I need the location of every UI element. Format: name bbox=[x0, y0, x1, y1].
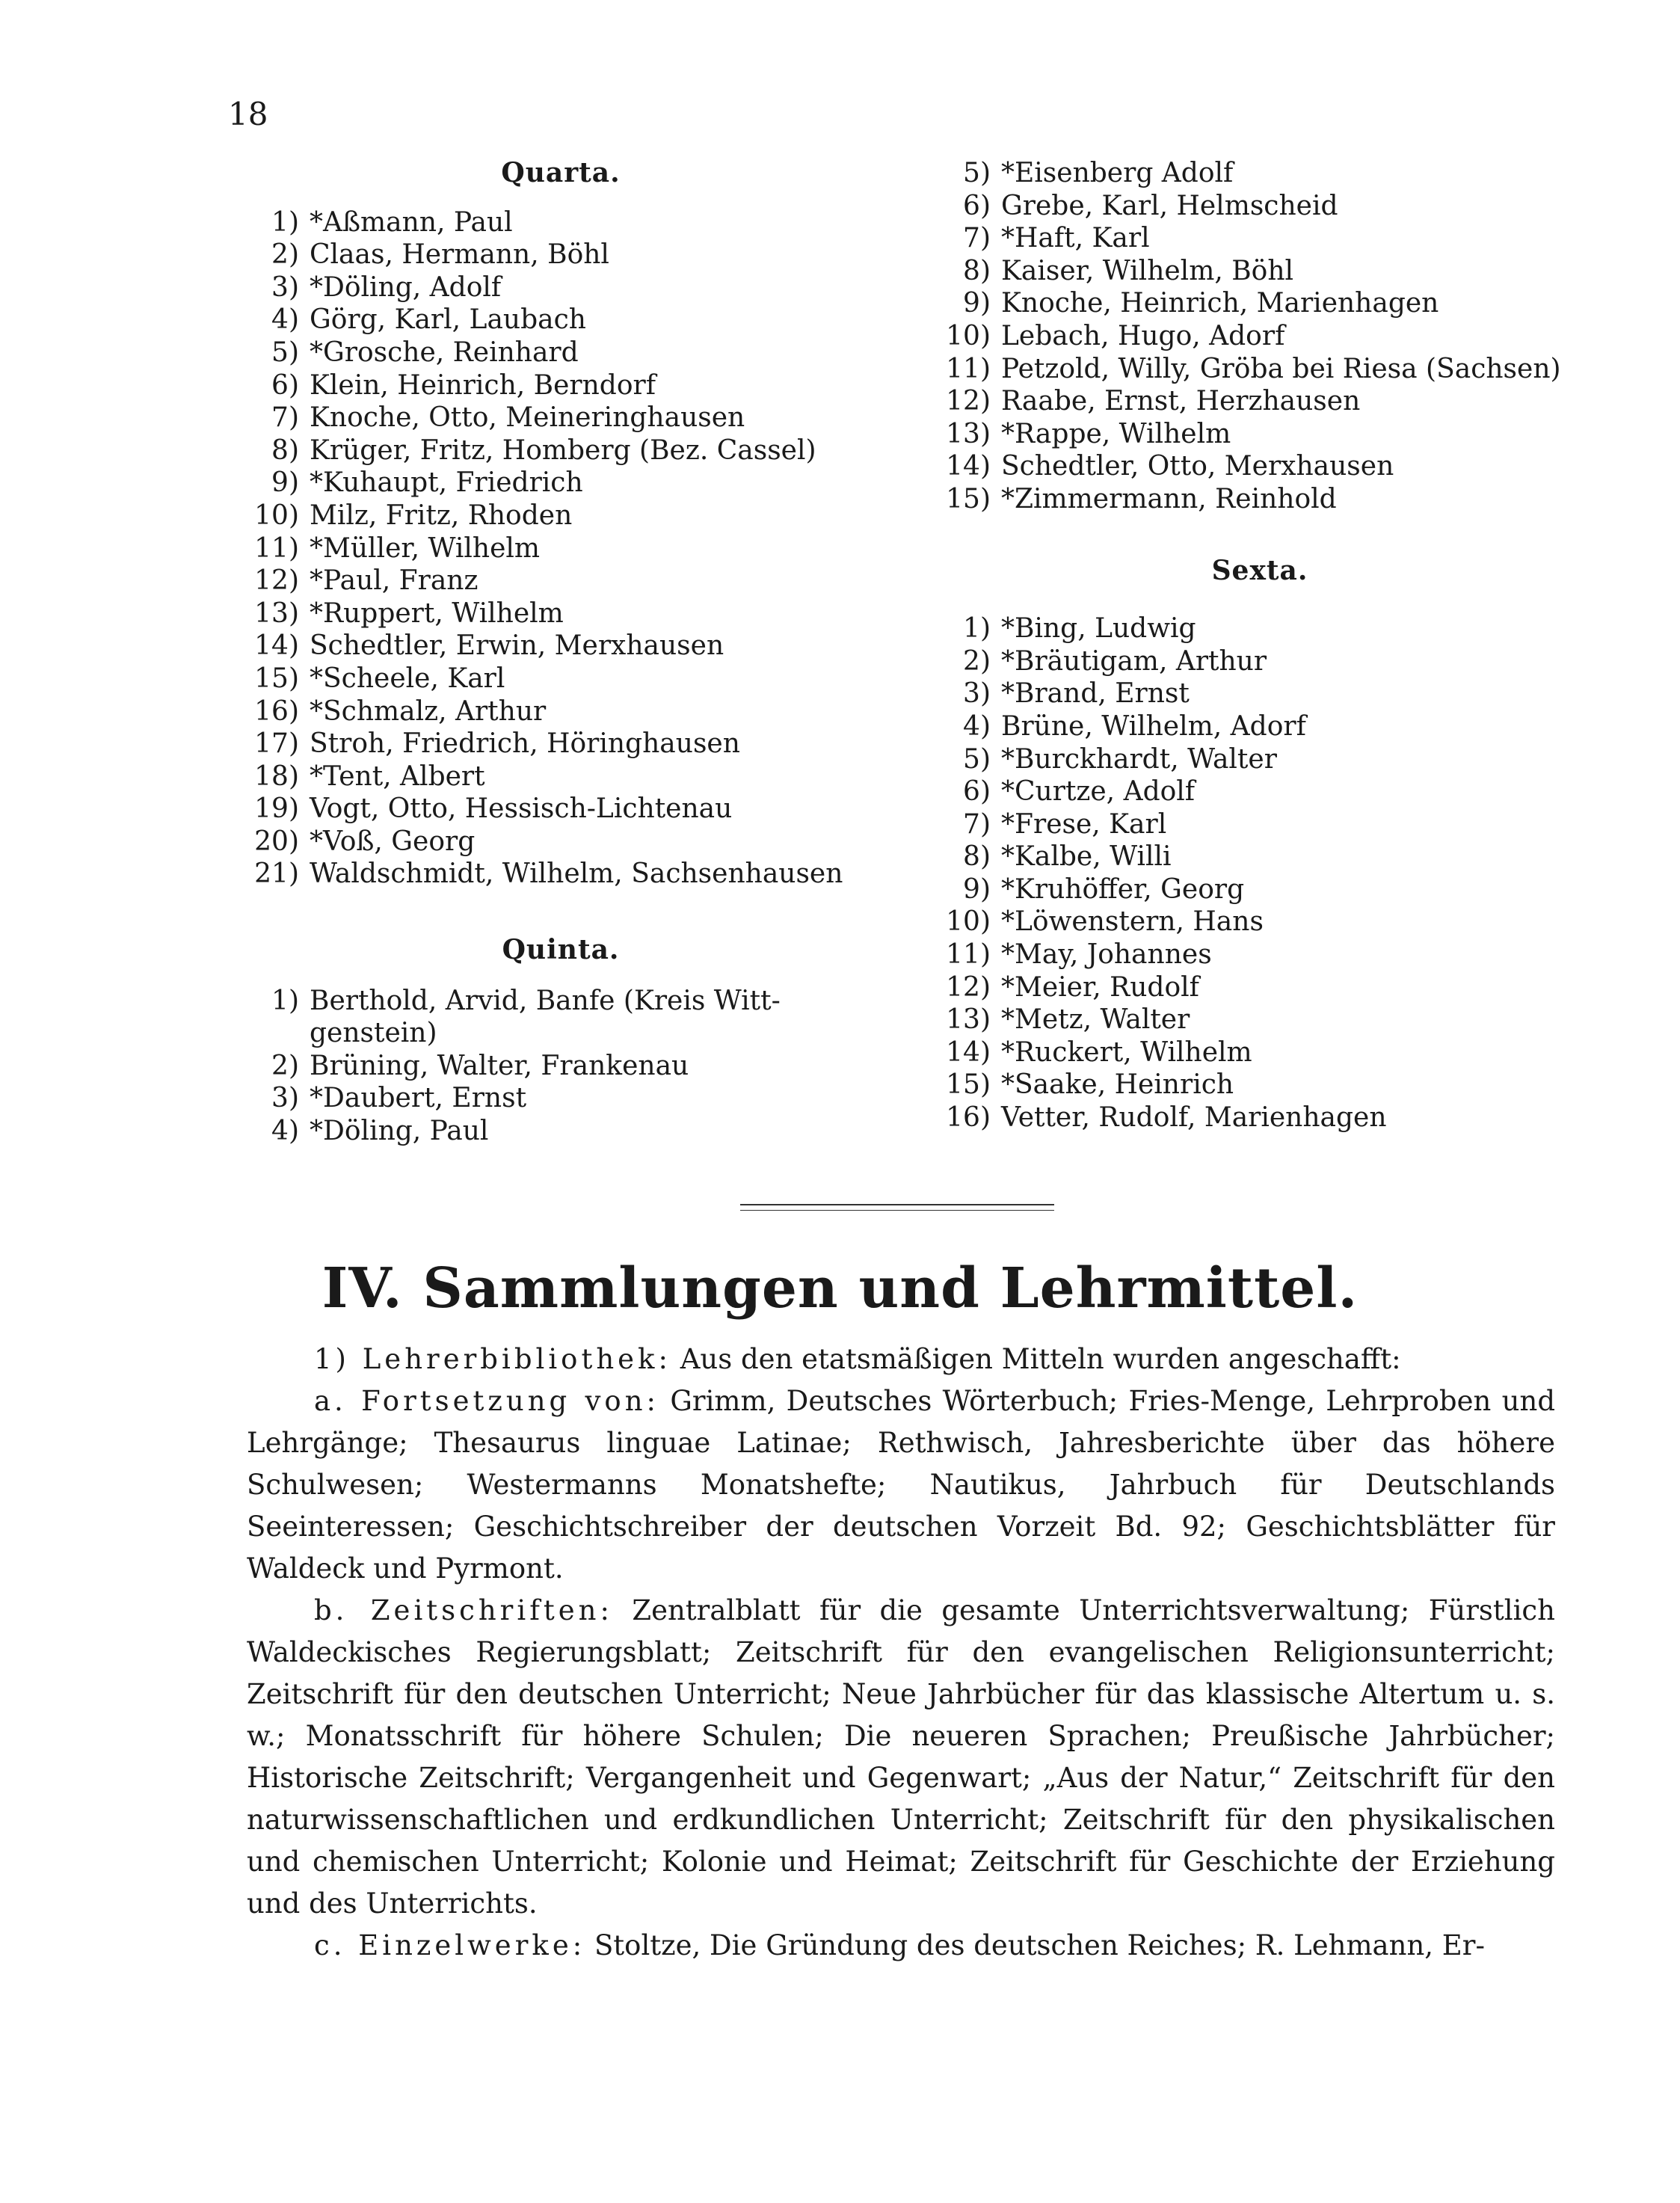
item-number: 12) bbox=[254, 565, 299, 597]
item-text: *Kruhöffer, Georg bbox=[1001, 873, 1245, 905]
item-number: 11) bbox=[946, 353, 991, 384]
item-number: 10) bbox=[254, 500, 299, 531]
list-item bbox=[232, 858, 890, 891]
item-number: 18) bbox=[254, 761, 299, 792]
list-item bbox=[232, 630, 890, 663]
list-item bbox=[923, 1102, 1596, 1134]
list-item: 1) Berthold, Arvid, Banfe (Kreis Witt- genstein) bbox=[271, 985, 781, 1049]
list-item bbox=[232, 467, 890, 500]
item-number: 3) bbox=[271, 271, 299, 303]
item-text: Knoche, Otto, Meineringhausen bbox=[310, 402, 745, 434]
item-text: Raabe, Ernst, Herzhausen bbox=[1001, 386, 1361, 417]
item-text: Grebe, Karl, Helmscheid bbox=[1001, 190, 1338, 221]
item-text: *Metz, Walter bbox=[1001, 1004, 1190, 1036]
page-number: 18 bbox=[228, 96, 268, 132]
item-text: Waldschmidt, Wilhelm, Sachsenhausen bbox=[310, 858, 843, 890]
list-item bbox=[232, 402, 890, 434]
list-item bbox=[923, 841, 1596, 873]
item-number: 5) bbox=[963, 158, 991, 188]
list-item bbox=[923, 385, 1596, 418]
item-text: *Brand, Ernst bbox=[1001, 678, 1190, 710]
item-text: *Frese, Karl bbox=[1001, 808, 1167, 840]
item-number: 4) bbox=[271, 1116, 299, 1147]
sexta-heading: Sexta. bbox=[1211, 554, 1308, 586]
paragraph-1: 1) Lehrerbibliothek: Aus den etatsmäßigen Mitteln wurden angeschafft: bbox=[314, 1343, 1401, 1375]
item-text: Schedtler, Erwin, Merxhausen bbox=[310, 630, 724, 662]
item-number: 21) bbox=[254, 858, 299, 890]
item-number: 10) bbox=[946, 320, 991, 351]
item-text: *Haft, Karl bbox=[1001, 223, 1150, 254]
item-number: 13) bbox=[946, 418, 991, 449]
right-column bbox=[923, 157, 1596, 1134]
item-text: *Ruckert, Wilhelm bbox=[1001, 1036, 1252, 1068]
item-text: Vogt, Otto, Hessisch-Lichtenau bbox=[310, 793, 733, 825]
item-text: Schedtler, Otto, Merxhausen bbox=[1001, 451, 1394, 482]
list-item bbox=[232, 1115, 890, 1148]
item-text: *Paul, Franz bbox=[310, 565, 479, 597]
list-item bbox=[923, 255, 1596, 288]
item-number: 12) bbox=[946, 971, 991, 1003]
quarta-list bbox=[232, 206, 890, 891]
paragraph-b: b. Zeitschriften: Zentralblatt für die gesamte Unterrichtsverwaltung; Fürstlich Waldeckisches Regierungsblatt; Zeitschrift für den evangelischen Religionsunterricht; Zeitschrift für den deutschen Unterricht; Neue Jahrbücher für das klassische Altertum u. s. w.; Monatsschrift für höhere Schulen; Die neueren Sprachen; Preußische Jahrbücher; Historische Zeitschrift; Vergangenheit und Gegenwart; „Aus der Natur,“ Zeitschrift für den naturwissenschaftlichen und erdkundlichen Unterricht; Zeitschrift für den physikalischen und chemischen Unterricht; Kolonie und Heimat; Zeitschrift für Geschichte der Erziehung und des Unterrichts. bbox=[247, 1594, 1555, 1920]
item-number: 2) bbox=[271, 1050, 299, 1081]
item-text: Milz, Fritz, Rhoden bbox=[310, 500, 573, 531]
item-text: *Löwenstern, Hans bbox=[1001, 906, 1264, 938]
item-text: *Grosche, Reinhard bbox=[310, 337, 579, 368]
list-item bbox=[923, 1069, 1596, 1102]
item-number: 4) bbox=[271, 304, 299, 336]
list-item bbox=[923, 645, 1596, 678]
quinta-continued-list bbox=[923, 157, 1596, 516]
list-item bbox=[923, 320, 1596, 353]
list-item bbox=[923, 906, 1596, 938]
item-text: *Döling, Paul bbox=[310, 1116, 489, 1147]
item-number: 14) bbox=[946, 1036, 991, 1068]
item-number: 17) bbox=[254, 728, 299, 760]
list-item bbox=[232, 761, 890, 793]
item-number: 14) bbox=[946, 451, 991, 482]
item-number: 8) bbox=[963, 841, 991, 873]
list-item bbox=[923, 222, 1596, 255]
sexta-list bbox=[923, 612, 1596, 1134]
list-item bbox=[232, 728, 890, 761]
item-text: *Daubert, Ernst bbox=[310, 1083, 527, 1114]
item-text: Brüning, Walter, Frankenau bbox=[310, 1050, 689, 1081]
item-number: 12) bbox=[946, 386, 991, 417]
item-text: *Müller, Wilhelm bbox=[310, 532, 541, 564]
list-item bbox=[923, 743, 1596, 776]
item-text: Krüger, Fritz, Homberg (Bez. Cassel) bbox=[310, 434, 816, 466]
item-text: *Kalbe, Willi bbox=[1001, 841, 1172, 873]
list-item bbox=[232, 304, 890, 337]
list-item bbox=[923, 612, 1596, 645]
item-number: 19) bbox=[254, 793, 299, 825]
quarta-heading: Quarta. bbox=[501, 157, 621, 188]
item-text: Vetter, Rudolf, Marienhagen bbox=[1001, 1102, 1387, 1134]
item-number: 1) bbox=[271, 206, 299, 238]
list-item bbox=[923, 938, 1596, 971]
item-number: 16) bbox=[946, 1102, 991, 1134]
item-text: *Burckhardt, Walter bbox=[1001, 743, 1277, 775]
item-text: *Voß, Georg bbox=[310, 826, 476, 857]
list-item bbox=[923, 1004, 1596, 1036]
item-text: *Rappe, Wilhelm bbox=[1001, 418, 1231, 449]
list-item bbox=[923, 483, 1596, 516]
list-item bbox=[923, 775, 1596, 808]
item-number: 15) bbox=[254, 663, 299, 694]
item-text: *Tent, Albert bbox=[310, 761, 485, 792]
list-item bbox=[232, 500, 890, 532]
list-item bbox=[923, 190, 1596, 223]
item-number: 15) bbox=[946, 483, 991, 514]
list-item bbox=[232, 532, 890, 565]
item-text: Lebach, Hugo, Adorf bbox=[1001, 320, 1285, 351]
list-item bbox=[923, 418, 1596, 451]
item-number: 11) bbox=[254, 532, 299, 564]
item-number: 7) bbox=[271, 402, 299, 434]
item-text: *Döling, Adolf bbox=[310, 271, 502, 303]
item-text: Brüne, Wilhelm, Adorf bbox=[1001, 710, 1306, 742]
item-number: 9) bbox=[963, 288, 991, 319]
list-item bbox=[232, 337, 890, 369]
item-number: 4) bbox=[963, 710, 991, 742]
item-number: 16) bbox=[254, 695, 299, 727]
item-text: Claas, Hermann, Böhl bbox=[310, 239, 609, 271]
item-text: Stroh, Friedrich, Höringhausen bbox=[310, 728, 740, 760]
item-number: 9) bbox=[963, 873, 991, 905]
item-number: 15) bbox=[946, 1069, 991, 1101]
item-text: *Kuhaupt, Friedrich bbox=[310, 467, 583, 499]
item-number: 10) bbox=[946, 906, 991, 938]
item-number: 20) bbox=[254, 826, 299, 857]
list-item bbox=[232, 695, 890, 728]
item-text: *Bräutigam, Arthur bbox=[1001, 645, 1267, 677]
item-number: 2) bbox=[271, 239, 299, 271]
item-number: 5) bbox=[271, 337, 299, 368]
item-text: *Ruppert, Wilhelm bbox=[310, 597, 564, 629]
left-column bbox=[232, 157, 890, 1148]
item-number: 11) bbox=[946, 939, 991, 971]
item-number: 5) bbox=[963, 743, 991, 775]
item-text: *Zimmermann, Reinhold bbox=[1001, 483, 1337, 514]
item-number: 8) bbox=[963, 255, 991, 286]
paragraph-c: c. Einzelwerke: Stoltze, Die Gründung des deutschen Reiches; R. Lehmann, Er- bbox=[314, 1929, 1485, 1961]
list-item bbox=[923, 1036, 1596, 1069]
item-text: *Aßmann, Paul bbox=[310, 206, 513, 238]
item-number: 6) bbox=[963, 776, 991, 808]
list-item bbox=[923, 450, 1596, 483]
item-text: Kaiser, Wilhelm, Böhl bbox=[1001, 255, 1294, 286]
item-number: 14) bbox=[254, 630, 299, 662]
item-number: 7) bbox=[963, 223, 991, 254]
list-item bbox=[232, 206, 890, 239]
item-text: *Curtze, Adolf bbox=[1001, 776, 1196, 808]
list-item bbox=[232, 1082, 890, 1115]
list-item bbox=[923, 971, 1596, 1004]
list-item bbox=[923, 678, 1596, 710]
item-text: Knoche, Heinrich, Marienhagen bbox=[1001, 288, 1439, 319]
item-number: 9) bbox=[271, 467, 299, 499]
section-body bbox=[247, 1339, 1555, 1967]
list-item bbox=[232, 597, 890, 630]
item-text: *Schmalz, Arthur bbox=[310, 695, 547, 727]
item-number: 6) bbox=[271, 369, 299, 401]
paragraph-a: a. Fortsetzung von: Grimm, Deutsches Wörterbuch; Fries-Menge, Lehrproben und Lehrgänge; Thesaurus linguae Latinae; Rethwisch, Jahresberichte über das höhere Schulwesen; Westermanns Monatshefte; Nautikus, Jahrbuch für Deutschlands Seeinteressen; Geschichtschreiber der deutschen Vorzeit Bd. 92; Geschichtsblätter für Waldeck und Pyrmont. bbox=[247, 1385, 1556, 1585]
item-number: 8) bbox=[271, 434, 299, 466]
item-number: 6) bbox=[963, 190, 991, 221]
section-heading: IV. Sammlungen und Lehrmittel. bbox=[321, 1256, 1359, 1321]
quinta-heading: Quinta. bbox=[502, 934, 620, 966]
item-text: *May, Johannes bbox=[1001, 939, 1212, 971]
item-number: 13) bbox=[946, 1004, 991, 1036]
list-item bbox=[232, 1050, 890, 1083]
list-item bbox=[232, 271, 890, 304]
list-item bbox=[923, 710, 1596, 743]
item-number: 3) bbox=[963, 678, 991, 710]
item-number: 2) bbox=[963, 645, 991, 677]
list-item bbox=[923, 353, 1596, 386]
item-number: 7) bbox=[963, 808, 991, 840]
item-number: 13) bbox=[254, 597, 299, 629]
list-item bbox=[232, 239, 890, 271]
list-item bbox=[232, 369, 890, 402]
item-number: 3) bbox=[271, 1083, 299, 1114]
item-text: *Eisenberg Adolf bbox=[1001, 158, 1234, 188]
quinta-list bbox=[232, 985, 890, 1148]
item-text: *Scheele, Karl bbox=[310, 663, 505, 694]
list-item bbox=[232, 565, 890, 597]
list-item bbox=[232, 826, 890, 858]
item-text: Klein, Heinrich, Berndorf bbox=[310, 369, 656, 401]
item-number: 1) bbox=[963, 613, 991, 645]
item-text: *Meier, Rudolf bbox=[1001, 971, 1199, 1003]
list-item bbox=[923, 287, 1596, 320]
list-item bbox=[923, 808, 1596, 841]
list-item bbox=[232, 793, 890, 826]
list-item bbox=[232, 663, 890, 695]
list-item bbox=[923, 873, 1596, 906]
item-text: *Saake, Heinrich bbox=[1001, 1069, 1234, 1101]
list-item bbox=[232, 434, 890, 467]
item-text: Görg, Karl, Laubach bbox=[310, 304, 586, 336]
item-text: *Bing, Ludwig bbox=[1001, 613, 1196, 645]
item-text: Petzold, Willy, Gröba bei Riesa (Sachsen) bbox=[1001, 353, 1561, 384]
list-item bbox=[923, 157, 1596, 190]
divider-rule bbox=[740, 1204, 1054, 1211]
